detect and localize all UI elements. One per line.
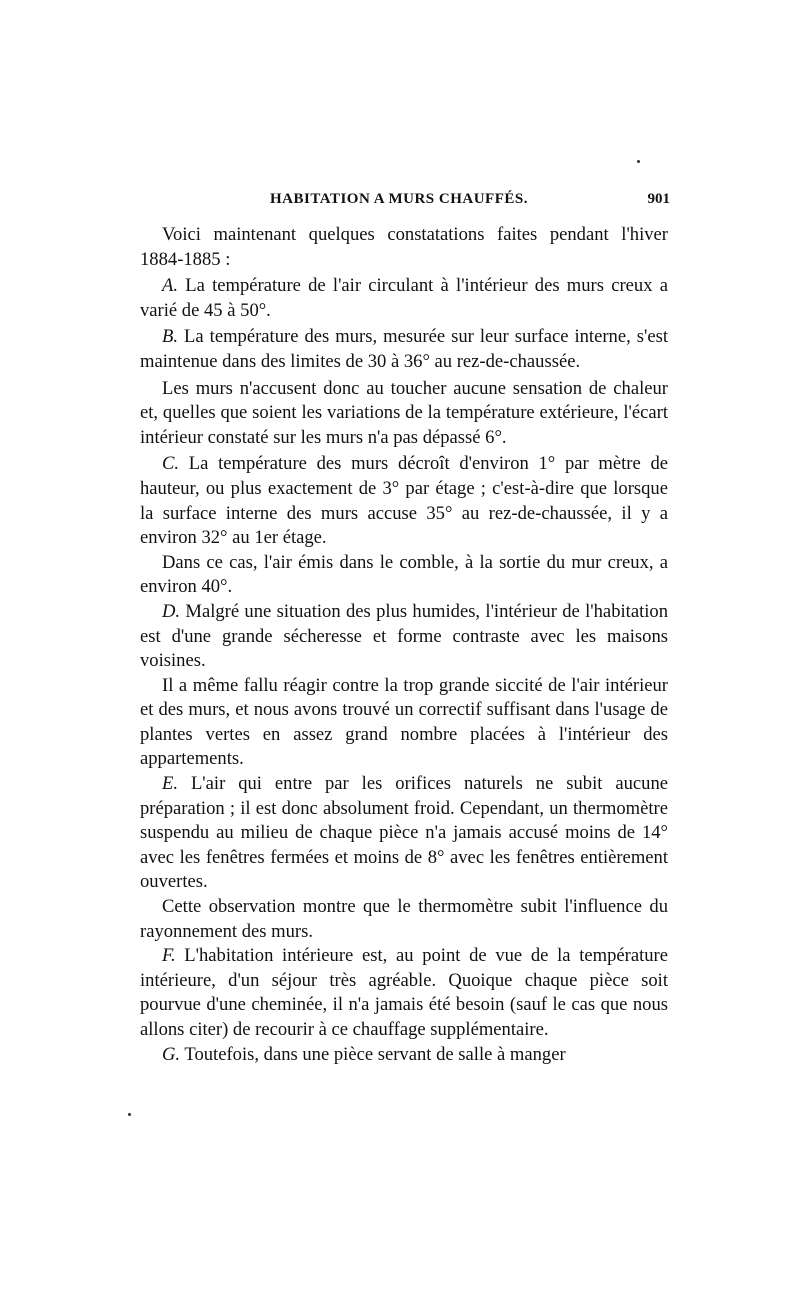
print-speck <box>637 160 640 163</box>
paragraph-e-continued <box>140 895 668 944</box>
paragraph-intro <box>140 223 668 272</box>
paragraph-text: L'air qui entre par les orifices naturels ne subit aucune préparation ; il est donc absolument froid. Cependant, un thermomètre suspendu au milieu de chaque pièce n'a jamais accusé moins de 14° avec les fenêtres fermées et moins de 8° avec les fenêtres entièrement ouvertes. <box>140 773 668 893</box>
section-marker: B. <box>162 326 179 348</box>
paragraph-a <box>140 274 668 323</box>
paragraph-e <box>140 772 668 895</box>
section-marker: E. <box>162 773 179 795</box>
paragraph-b <box>140 325 668 374</box>
running-title: HABITATION A MURS CHAUFFÉS. <box>270 191 528 207</box>
paragraph-text: L'habitation intérieure est, au point de vue de la température intérieure, d'un séjour très agréable. Quoique chaque pièce soit pourvue d'une cheminée, il n'a jamais été besoin (sauf le cas que nous allons citer) de recourir à ce chauffage supplémentaire. <box>140 945 668 1040</box>
paragraph-text: Toutefois, dans une pièce servant de salle à manger <box>180 1043 566 1065</box>
paragraph-text: Les murs n'accusent donc au toucher aucune sensation de chaleur et, quelles que soient les variations de la température extérieure, l'écart intérieur constaté sur les murs n'a pas dépassé 6°. <box>140 377 668 448</box>
section-marker: G. <box>162 1043 181 1065</box>
section-marker: D. <box>162 600 181 622</box>
paragraph-c <box>140 452 668 550</box>
paragraph-g <box>140 1043 668 1068</box>
print-speck <box>128 1113 131 1116</box>
section-marker: A. <box>162 275 179 297</box>
paragraph-d-continued <box>140 674 668 772</box>
page-header <box>140 191 670 215</box>
paragraph-text: Il a même fallu réagir contre la trop grande siccité de l'air intérieur et des murs, et nous avons trouvé un correctif suffisant dans l'usage de plantes vertes en assez grand nombre placées à l'intérieur des appartements. <box>140 674 668 770</box>
paragraph-text: La température des murs, mesurée sur leur surface interne, s'est maintenue dans des limites de 30 à 36° au rez-de-chaussée. <box>140 326 668 372</box>
paragraph-b-continued <box>140 377 668 451</box>
paragraph-text: Malgré une situation des plus humides, l'intérieur de l'habitation est d'une grande sécheresse et forme contraste avec les maisons voisines. <box>140 600 668 672</box>
body-text <box>140 223 668 1067</box>
section-marker: F. <box>162 945 176 967</box>
paragraph-c-continued <box>140 551 668 600</box>
paragraph-text: La température de l'air circulant à l'intérieur des murs creux a varié de 45 à 50°. <box>140 275 668 321</box>
paragraph-text: Cette observation montre que le thermomètre subit l'influence du rayonnement des murs. <box>140 896 668 942</box>
section-marker: C. <box>162 453 180 475</box>
paragraph-text: La température des murs décroît d'environ 1° par mètre de hauteur, ou plus exactement de 3° par étage ; c'est-à-dire que lorsque la surface interne des murs accuse 35° au rez-de-chaussée, il y a environ 32° au 1er étage. <box>140 453 668 549</box>
page-number: 901 <box>647 191 670 207</box>
paragraph-text: Voici maintenant quelques constatations faites pendant l'hiver 1884-1885 : <box>140 224 668 270</box>
paragraph-f <box>140 944 668 1042</box>
paragraph-d <box>140 600 668 674</box>
paragraph-text: Dans ce cas, l'air émis dans le comble, à la sortie du mur creux, a environ 40°. <box>140 551 668 598</box>
